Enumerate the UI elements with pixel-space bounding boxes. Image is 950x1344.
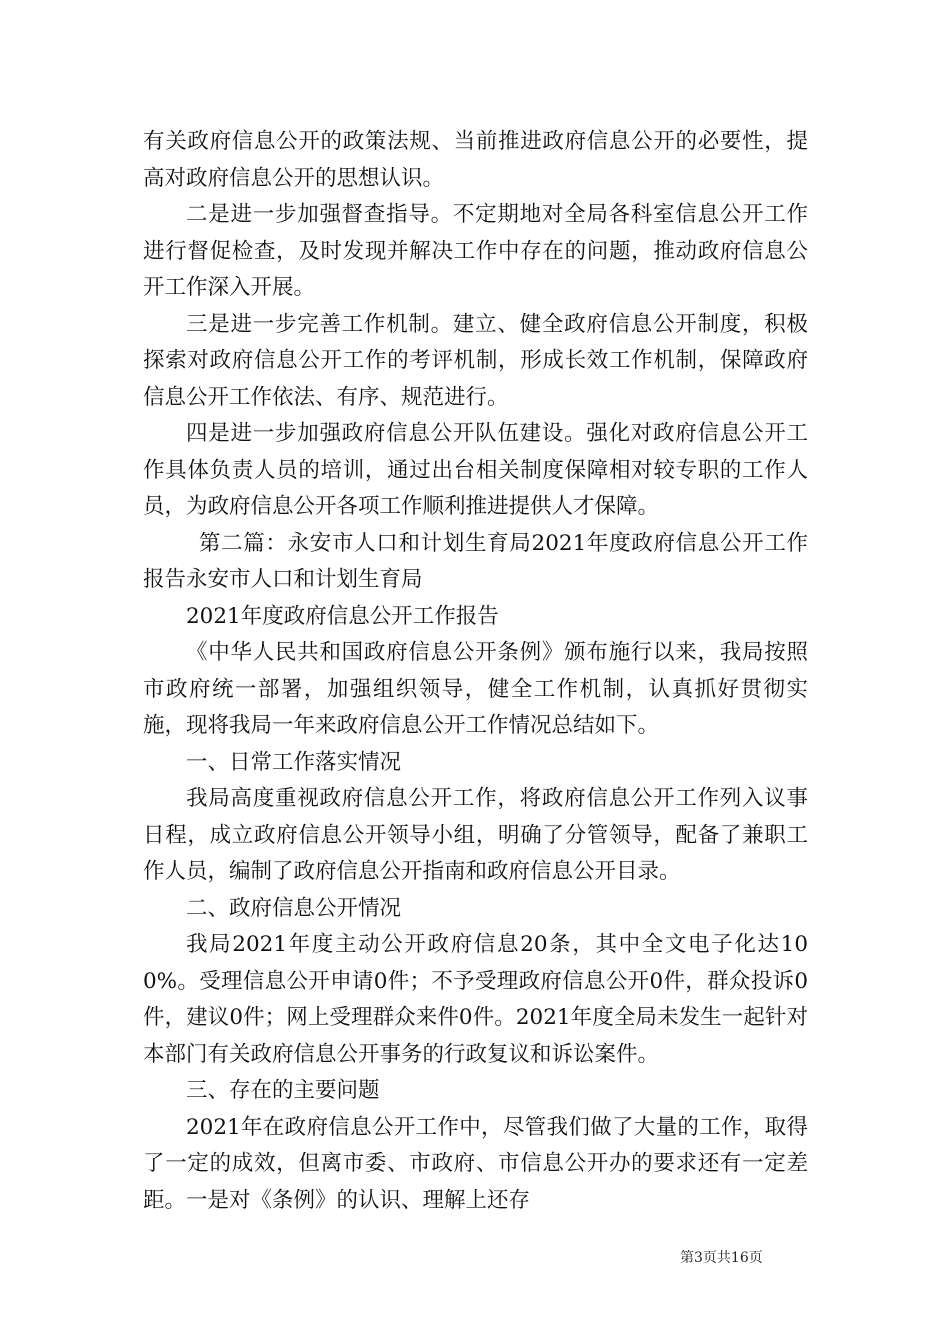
- paragraph-daily-work: 我局高度重视政府信息公开工作，将政府信息公开工作列入议事日程，成立政府信息公开领导小组，明确了分管领导，配备了兼职工作人员，编制了政府信息公开指南和政府信息公开目录。: [143, 786, 808, 884]
- heading-one: 一、日常工作落实情况: [186, 749, 402, 775]
- heading-three: 三、存在的主要问题: [186, 1078, 380, 1103]
- heading-two: 二、政府信息公开情况: [186, 895, 402, 921]
- paragraph-continuation: 有关政府信息公开的政策法规、当前推进政府信息公开的必要性，提高对政府信息公开的思想认识。: [143, 129, 808, 191]
- paragraph-point-three: 三是进一步完善工作机制。建立、健全政府信息公开制度，积极探索对政府信息公开工作的考评机制，形成长效工作机制，保障政府信息公开工作依法、有序、规范进行。: [143, 311, 808, 410]
- section-title: 第二篇：永安市人口和计划生育局2021年度政府信息公开工作报告永安市人口和计划生育局: [143, 530, 808, 592]
- report-title: 2021年度政府信息公开工作报告: [186, 603, 499, 629]
- page-number-footer: 第3页共16页: [680, 1250, 763, 1266]
- paragraph-intro: 《中华人民共和国政府信息公开条例》颁布施行以来，我局按照市政府统一部署，加强组织领导，健全工作机制，认真抓好贯彻实施，现将我局一年来政府信息公开工作情况总结如下。: [143, 640, 808, 738]
- paragraph-problems: 2021年在政府信息公开工作中，尽管我们做了大量的工作，取得了一定的成效，但离市委、市政府、市信息公开办的要求还有一定差距。一是对《条例》的认识、理解上还存: [143, 1114, 808, 1213]
- paragraph-disclosure-stats: 我局2021年度主动公开政府信息20条，其中全文电子化达100%。受理信息公开申请0件；不予受理政府信息公开0件，群众投诉0件，建议0件；网上受理群众来件0件。2021年度全局未发生一起针对本部门有关政府信息公开事务的行政复议和诉讼案件。: [143, 932, 808, 1067]
- paragraph-point-two: 二是进一步加强督查指导。不定期地对全局各科室信息公开工作进行督促检查，及时发现并解决工作中存在的问题，推动政府信息公开工作深入开展。: [143, 202, 808, 300]
- paragraph-point-four: 四是进一步加强政府信息公开队伍建设。强化对政府信息公开工作具体负责人员的培训，通过出台相关制度保障相对较专职的工作人员，为政府信息公开各项工作顺利推进提供人才保障。: [143, 421, 808, 519]
- document-body: [143, 124, 808, 1219]
